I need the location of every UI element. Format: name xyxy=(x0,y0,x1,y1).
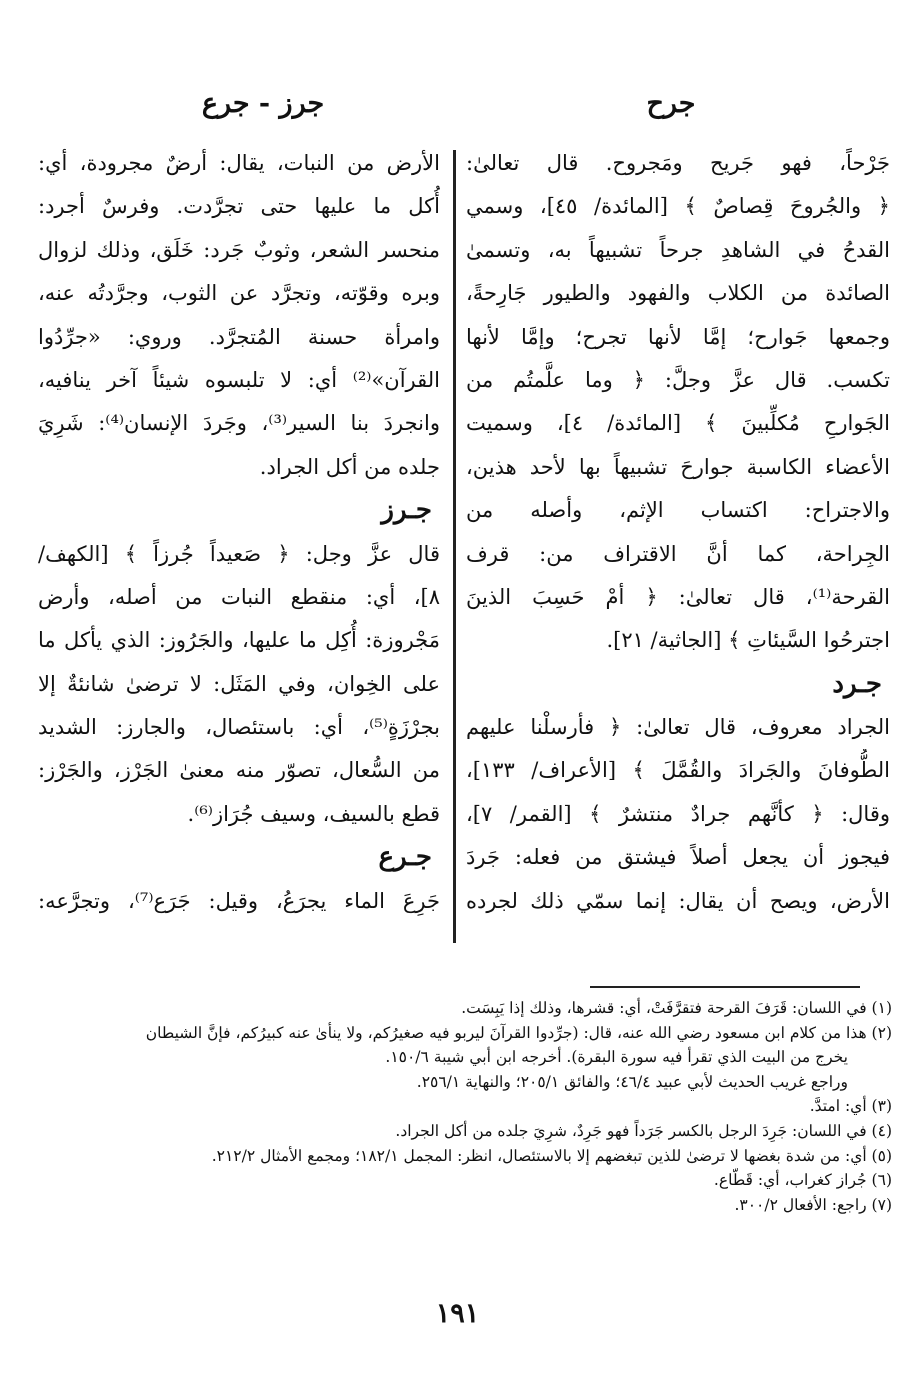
footnote-2-continuation: يخرج من البيت الذي تقرأ فيه سورة البقرة). أخرجه ابن أبي شيبة ١٥٠/٦. xyxy=(385,1048,848,1067)
text-line: وانجردَ بنا السير⁽³⁾، وجَردَ الإنسان⁽⁴⁾: شَرِيَ xyxy=(38,411,440,436)
right-header-title: جرح xyxy=(646,88,696,119)
text-line: جلده من أكل الجراد. xyxy=(259,454,440,479)
left-header-title: جرز - جرع xyxy=(201,88,325,119)
footnote-4: (٤) في اللسان: جَرِدَ الرجل بالكسر جَرَداً فهو جَرِدٌ، شرِيَ جلده من أكل الجراد. xyxy=(395,1121,892,1140)
text-line: ﴿ والجُروحَ قِصاصٌ ﴾ [المائدة/ ٤٥]، وسمي xyxy=(466,194,890,219)
text-line: منحسر الشعر، وثوبٌ جَرد: خَلَق، وذلك لزوال xyxy=(38,237,440,262)
text-line: اجترحُوا السَّيئاتِ ﴾ [الجاثية/ ٢١]. xyxy=(606,628,890,653)
text-line: مَجْروزة: أُكِل ما عليها، والجَرُوز: الذي يأكل ما xyxy=(38,628,440,653)
footnote-6: (٦) جُراز كغراب، أي: قَطَّاع. xyxy=(713,1171,892,1190)
entry-heading-jarz: جـرز xyxy=(381,495,432,526)
text-line: قال عزَّ وجل: ﴿ صَعيداً جُرزاً ﴾ [الكهف/ xyxy=(38,541,440,566)
footnote-3: (٣) أي: امتدَّ. xyxy=(809,1097,892,1116)
text-line: ٨]، أي: منقطع النبات من أصله، وأرض xyxy=(38,584,440,609)
column-divider xyxy=(453,150,456,943)
footnote-2-references: وراجع غريب الحديث لأبي عبيد ٤٦/٤؛ والفائق ٢٠٥/١؛ والنهاية ٢٥٦/١. xyxy=(416,1072,848,1091)
page-number: ١٩١ xyxy=(435,1298,480,1329)
text-line: والاجتراح: اكتساب الإثم، وأصله من xyxy=(466,498,890,523)
text-line: جَرْحاً، فهو جَريح ومَجروح. قال تعالىٰ: xyxy=(466,151,890,175)
text-line: الجَوارحِ مُكلِّبينَ ﴾ [المائدة/ ٤]، وسميت xyxy=(466,411,890,436)
text-line: أُكل ما عليها حتى تجرَّدت. وفرسٌ أجرد: xyxy=(38,194,440,219)
text-line: الأرض من النبات، يقال: أرضٌ مجرودة، أي: xyxy=(38,151,440,175)
left-column xyxy=(38,142,440,923)
text-line: الصائدة من الكلاب والفهود والطيور جَارِحةً، xyxy=(466,281,890,306)
footnote-7: (٧) راجع: الأفعال ٣٠٠/٢. xyxy=(734,1195,892,1214)
text-line: قطع بالسيف، وسيف جُرَاز⁽⁶⁾. xyxy=(187,801,440,826)
text-line: جَرِعَ الماء يجرَعُ، وقيل: جَرَع⁽⁷⁾، وتجرَّعه: xyxy=(38,888,440,913)
text-line: وامرأة حسنة المُتجرَّد. وروي: «جرِّدُوا xyxy=(38,324,440,349)
text-line: بجرْزَةٍ⁽⁵⁾، أي: باستئصال، والجارز: الشديد xyxy=(38,715,440,740)
footnote-1: (١) في اللسان: قَرَفَ القرحة فتقرَّفَتْ، أي: قشرها، وذلك إذا يَبِسَت. xyxy=(461,999,892,1017)
right-column xyxy=(466,142,890,923)
text-line: الأعضاء الكاسبة جوارحَ تشبيهاً بها لأحد هذين، xyxy=(466,454,890,479)
text-line: تكسب. قال عزَّ وجلَّ: ﴿ وما علَّمتُم من xyxy=(466,367,890,392)
text-line: على الخِوان، وفي المَثَل: لا ترضىٰ شانئةٌ إلا xyxy=(38,671,440,696)
text-line: الجراد معروف، قال تعالىٰ: ﴿ فأرسلْنا عليهم xyxy=(466,715,890,740)
text-line: الطُّوفانَ والجَرادَ والقُمَّلَ ﴾ [الأعراف/ ١٣٣]، xyxy=(466,758,890,783)
text-line: القرحة⁽¹⁾، قال تعالىٰ: ﴿ أمْ حَسِبَ الذينَ xyxy=(466,584,890,609)
text-line: وقال: ﴿ كأنَّهم جرادٌ منتشرٌ ﴾ [القمر/ ٧]، xyxy=(466,801,890,826)
text-line: من السُّعال، تصوّر منه معنىٰ الجَرْز، والجَرْز: xyxy=(38,758,440,783)
text-line: الأرض، ويصح أن يقال: إنما سمّي ذلك لجرده xyxy=(466,888,890,913)
footnote-5: (٥) أي: من شدة بغضها لا ترضىٰ للذين تبغضهم إلا بالاستئصال، انظر: المجمل ١٨٢/١؛ ومجمع الأمثال ٢١٢/٢. xyxy=(211,1146,892,1165)
footnotes xyxy=(40,996,892,1217)
text-line: القرآن»⁽²⁾ أي: لا تلبسوه شيئاً آخر ينافيه، xyxy=(38,367,440,392)
text-line: فيجوز أن يجعل أصلاً فيشتق من فعله: جَردَ xyxy=(466,845,890,870)
text-line: وجمعها جَوارح؛ إمَّا لأنها تجرح؛ وإمَّا لأنها xyxy=(466,324,890,349)
text-line: الجِراحة، كما أنَّ الاقتراف من: قرف xyxy=(466,541,890,566)
text-line: القدحُ في الشاهدِ جرحاً تشبيهاً به، وتسمىٰ xyxy=(466,237,890,262)
text-line: وبره وقوّته، وتجرَّد عن الثوب، وجرَّدتُه عنه، xyxy=(38,281,440,306)
entry-heading-jard: جـرد xyxy=(832,668,882,699)
footnote-2: (٢) هذا من كلام ابن مسعود رضي الله عنه، قال: (جرِّدوا القرآنَ ليربو فيه صغيرُكم، ولا ينأىٰ عنه كبيرُكم، فإنَّ الشيطان xyxy=(145,1023,892,1042)
footnote-separator xyxy=(590,986,860,988)
entry-heading-jar3: جـرع xyxy=(378,842,432,873)
